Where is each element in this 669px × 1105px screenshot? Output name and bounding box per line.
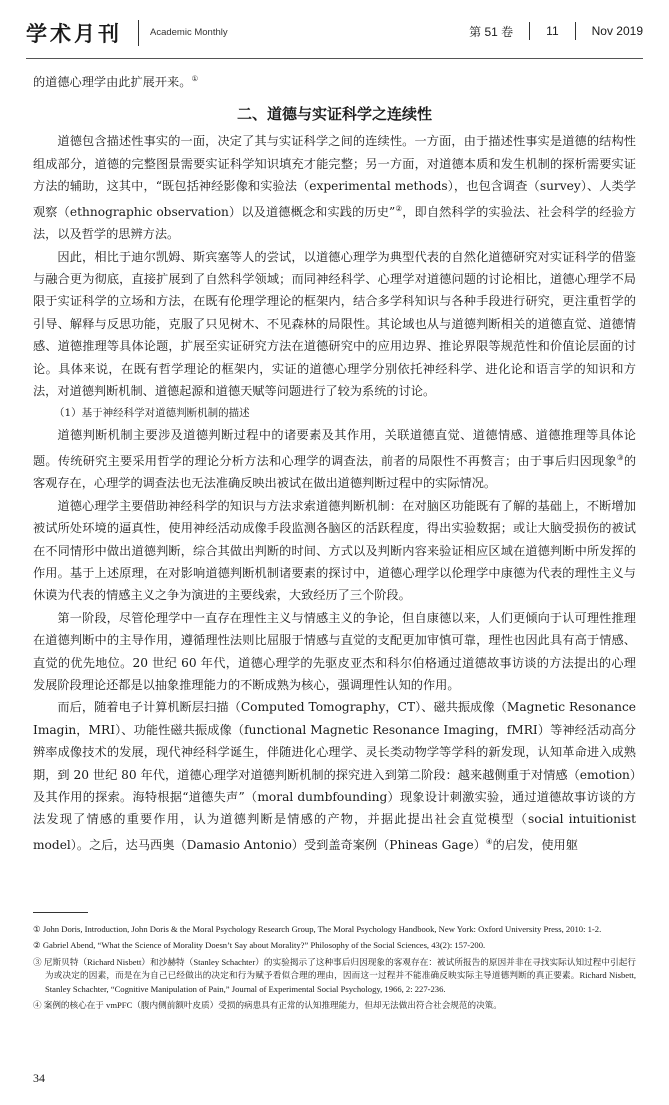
header-divider	[138, 20, 139, 46]
subsection-heading: （1）基于神经科学对道德判断机制的描述	[54, 407, 250, 420]
article-body	[33, 68, 636, 856]
page-number: 34	[33, 1071, 45, 1085]
footnote-ref-2[interactable]: ②	[395, 203, 403, 213]
footnote-1: ① John Doris, Introduction, John Doris & the Moral Psychology Research Group, The Moral Psychology Handbook, New York: Oxford University Press, 2010: 1-2.	[33, 924, 602, 934]
page-header	[26, 14, 643, 54]
footnotes	[33, 923, 636, 1015]
paragraph-6-tail: 的启发，使用躯	[492, 837, 578, 852]
paragraph-6-text: 而后，随着电子计算机断层扫描（Computed Tomography，CT）、磁共振成像（Magnetic Resonance Imagin，MRI）、功能性磁共振成像（functional Magnetic Resonance Imaging，fMRI）等神经活动高分辨率成像技术的发展，现代神经科学诞生，伴随进化心理学、灵长类动物学等学科的新发现，认知革命进入成熟期，到 20 世纪 80 年代，道德心理学对道德判断机制的探究进入到第二阶段：越来越侧重于对情感（emotion）及其作用的探索。海特根据“道德失声”（moral dumbfounding）现象设计刺激实验，通过道德故事访谈的方法发现了情感的重要作用，认为道德判断是情感的产物，并据此提出社会直觉模型（social intuitionist model）。之后，达马西奥（Damasio Antonio）受到盖奇案例（Phineas Gage）	[33, 700, 636, 852]
intro-line	[33, 68, 636, 93]
date-divider	[575, 22, 576, 40]
paragraph-1-tail: ，即自然科学的实验法、社会科学的经验方法，以及哲学的思辨方法。	[33, 204, 636, 242]
issue-info	[469, 22, 643, 40]
issue-number: 11	[546, 24, 559, 38]
footnote-ref-3[interactable]: ③	[616, 452, 624, 462]
paragraph-3-tail: 的客观存在，心理学的调查法也无法准确反映出被试在做出道德判断过程中的实际情况。	[33, 453, 636, 491]
footnote-rule	[33, 912, 88, 913]
header-rule	[26, 58, 643, 59]
paragraph-1-text: 道德包含描述性事实的一面，决定了其与实证科学之间的连续性。一方面，由于描述性事实是道德的结构性组成部分，道德的完整图景需要实证科学知识填充才能完整；另一方面，对道德本质和发生机制的探析需要实证方法的辅助，这其中，“既包括神经影像和实验法（experimental methods），也包含调查（survey）、人类学观察（ethnographic observation）以及道德概念和实践的历史”	[33, 134, 636, 219]
issue-date: Nov 2019	[591, 24, 643, 38]
paragraph-3-text: 道德判断机制主要涉及道德判断过程中的诸要素及其作用，关联道德直觉、道德情感、道德推理等具体论题。传统研究主要采用哲学的理论分析方法和心理学的调查法，前者的局限性不再赘言；由于事后归因现象	[33, 428, 636, 468]
journal-logo: 学术月刊	[26, 21, 122, 46]
footnote-ref-1[interactable]: ①	[191, 74, 199, 83]
intro-text: 的道德心理学由此扩展开来。	[33, 75, 192, 90]
paragraph-6	[33, 696, 636, 856]
footnote-ref-4[interactable]: ④	[485, 836, 493, 846]
paragraph-1	[33, 130, 636, 245]
paragraph-2: 因此，相比于迪尔凯姆、斯宾塞等人的尝试，以道德心理学为典型代表的自然化道德研究对实证科学的借鉴与融合更为彻底，直接扩展到了自然科学领域；而同神经科学、心理学对道德问题的讨论相比，道德心理学不局限于实证科学的立场和方法，在既有伦理学理论的框架内，结合多学科知识与各种手段进行研究，更注重哲学的引导、解释与反思功能，克服了只见树木、不见森林的局限性。其论域也从与道德判断相关的道德直觉、道德情感、道德推理等具体论题，扩展至实证研究方法在道德研究中的应用边界、推论界限等规范性和价值论层面的讨论。具体来说，在既有哲学理论的框架内，实证的道德心理学分别依托神经科学、进化论和语言学的知识和方法，对道德判断机制、道德起源和道德天赋等问题进行了较为系统的讨论。	[33, 249, 636, 398]
footnote-3: ③ 尼斯贝特（Richard Nisbett）和沙赫特（Stanley Schachter）的实验揭示了这种事后归因现象的客观存在：被试所报告的原因并非在寻找实际认知过程中引起行为或决定的因素，而是在为自己已经做出的决定和行为赋予看似合理的理由，因而这一过程并不能准确反映实际主导道德判断的真正要素。Richard Nisbett, Stanley Schachter, “Cognitive Manipulation of Pain,” Journal of Experimental Social Psychology, 1966, 2: 227-236.	[33, 956, 636, 994]
volume-label: 第 51 卷	[469, 24, 514, 39]
journal-english-name: Academic Monthly	[150, 27, 228, 38]
paragraph-3	[33, 424, 636, 494]
paragraph-5: 第一阶段，尽管伦理学中一直存在理性主义与情感主义的争论，但自康德以来，人们更倾向于认可理性推理在道德判断中的主导作用，遵循理性法则比屈服于情感与直觉的支配更加审慎可靠，理性也因此具有高于情感、直觉的优先地位。20 世纪 60 年代，道德心理学的先驱皮亚杰和科尔伯格通过道德故事访谈的方法提出的心理发展阶段理论还都是以抽象推理能力的不断成熟为核心，强调理性认知的作用。	[33, 610, 636, 692]
issue-divider	[529, 22, 530, 40]
paragraph-4: 道德心理学主要借助神经科学的知识与方法求索道德判断机制：在对脑区功能既有了解的基础上，不断增加被试所处环境的逼真性，使用神经活动成像手段监测各脑区的活跃程度，得出实验数据；或让大脑受损伤的被试在不同情形中做出道德判断，综合其做出判断的时间、方式以及判断内容来验证相应区域在道德判断中所发挥的作用。基于上述原理，在对影响道德判断机制诸要素的探讨中，道德心理学以伦理学中康德为代表的理性主义与休谟为代表的情感主义之争为演进的主要线索，大致经历了三个阶段。	[33, 498, 636, 603]
section-title: 二、道德与实证科学之连续性	[236, 105, 432, 124]
footnote-2: ② Gabriel Abend, “What the Science of Morality Doesn’t Say about Morality?” Philosophy of the Social Sciences, 43(2): 157-200.	[33, 940, 486, 951]
footnote-4: ④ 案例的核心在于 vmPFC（腹内侧前额叶皮质）受损的病患具有正常的认知推理能力，但却无法做出符合社会规范的决策。	[33, 1000, 502, 1011]
